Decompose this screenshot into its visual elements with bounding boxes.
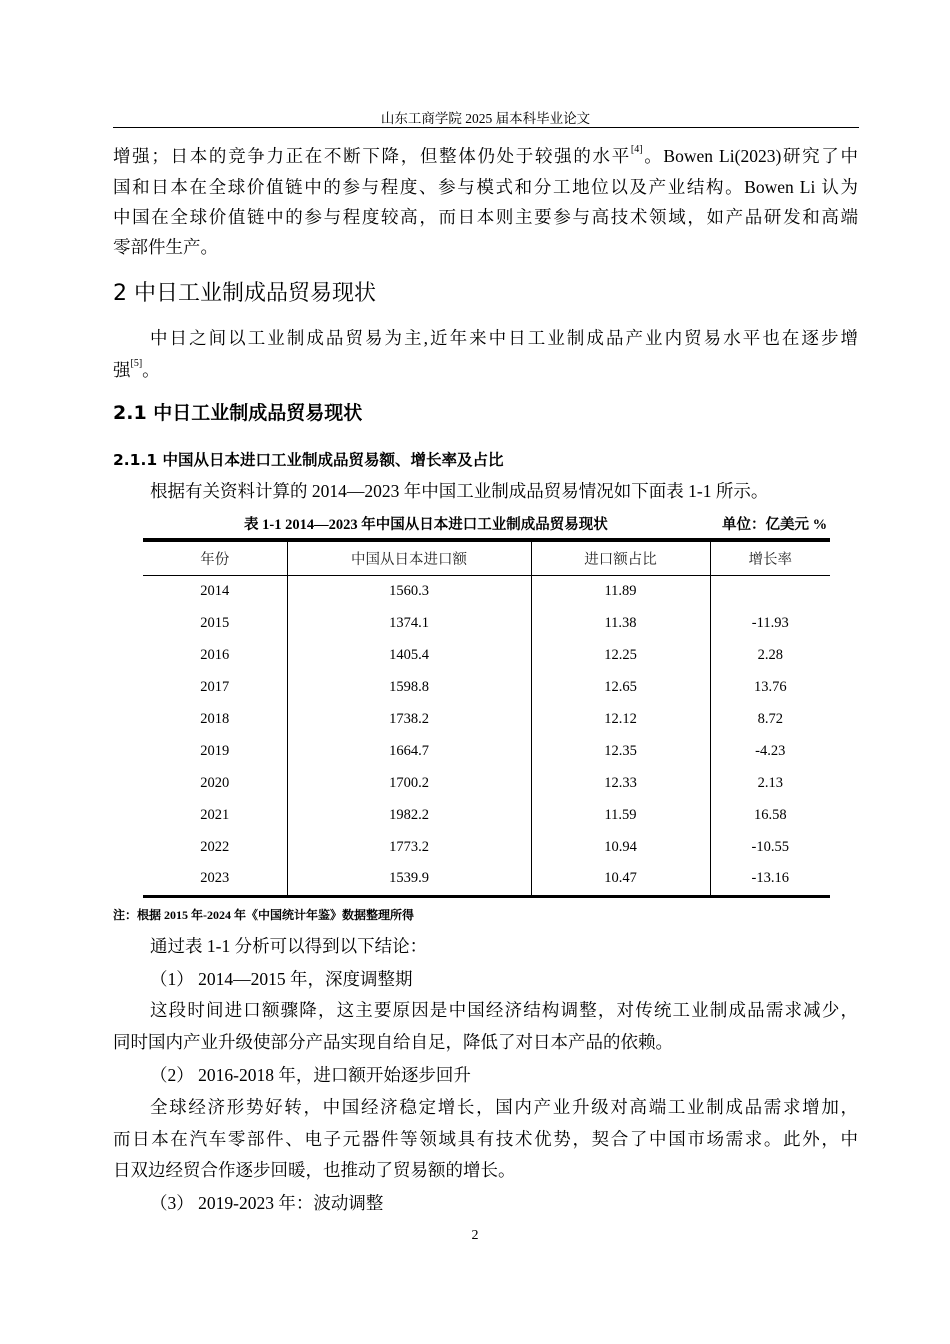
cell-year: 2017 xyxy=(200,679,230,696)
cell-share: 10.47 xyxy=(531,863,710,896)
cell-import-amount: 1405.4 xyxy=(287,640,531,672)
cell-share: 11.59 xyxy=(531,799,710,831)
cell-share: 12.25 xyxy=(531,640,710,672)
point-1-line-2: 同时国内产业升级使部分产品实现自给自足，降低了对日本产品的依赖。 xyxy=(113,1032,673,1052)
point-2-line-2: 而日本在汽车零部件、电子元器件等领域具有技术优势，契合了中国市场需求。此外，中 xyxy=(113,1129,858,1149)
analysis-intro: 通过表 1-1 分析可以得到以下结论： xyxy=(150,936,428,956)
cell-import-amount: 1700.2 xyxy=(287,767,531,799)
table-caption: 表 1-1 2014—2023 年中国从日本进口工业制成品贸易现状 xyxy=(244,517,608,533)
header-share: 进口额占比 xyxy=(531,540,710,576)
cell-year: 2015 xyxy=(200,615,230,632)
point-2-line-3: 日双边经贸合作逐步回暖，也推动了贸易额的增长。 xyxy=(113,1160,516,1180)
cell-year: 2014 xyxy=(200,583,230,600)
table-unit: 单位：亿美元 % xyxy=(722,517,828,533)
cell-share: 12.33 xyxy=(531,767,710,799)
cell-year: 2022 xyxy=(200,838,230,855)
cell-year: 2016 xyxy=(200,647,230,664)
intro-line-3: 中国在全球价值链中的参与程度较高，而日本则主要参与高技术领域，如产品研发和高端 xyxy=(113,207,858,227)
cell-growth: 8.72 xyxy=(710,704,830,736)
cell-import-amount: 1560.3 xyxy=(287,576,531,608)
text: 增强；日本的竞争力正在不断下降，但整体仍处于较强的水平 xyxy=(113,146,631,166)
table-row xyxy=(143,576,830,608)
cell-share: 10.94 xyxy=(531,831,710,863)
import-table xyxy=(143,538,830,898)
section-2-1-heading: 2.1 中日工业制成品贸易现状 xyxy=(113,402,363,424)
cell-import-amount: 1773.2 xyxy=(287,831,531,863)
page-number: 2 xyxy=(471,1228,479,1243)
citation: [4] xyxy=(630,144,643,155)
running-header: 山东工商学院 2025 届本科毕业论文 xyxy=(380,111,591,126)
cell-import-amount: 1539.9 xyxy=(287,863,531,896)
cell-share: 12.12 xyxy=(531,704,710,736)
cell-share: 12.65 xyxy=(531,672,710,704)
section-2-heading: 2 中日工业制成品贸易现状 xyxy=(113,281,376,306)
point-1-line-1: 这段时间进口额骤降，这主要原因是中国经济结构调整，对传统工业制成品需求减少， xyxy=(150,1000,858,1020)
header-import-amount: 中国从日本进口额 xyxy=(287,540,531,576)
cell-growth: -4.23 xyxy=(710,735,830,767)
point-1-title: （1） 2014—2015 年，深度调整期 xyxy=(150,969,413,989)
intro-line-2: 国和日本在全球价值链中的参与程度、参与模式和分工地位以及产业结构。Bowen Li 认为 xyxy=(113,177,858,197)
section-2-para-line-2 xyxy=(113,359,858,381)
section-2-para-line-1: 中日之间以工业制成品贸易为主,近年来中日工业制成品产业内贸易水平也在逐步增 xyxy=(150,328,858,348)
cell-growth xyxy=(710,576,830,608)
cell-year: 2021 xyxy=(200,806,230,823)
point-2-line-1: 全球经济形势好转，中国经济稳定增长，国内产业升级对高端工业制成品需求增加， xyxy=(150,1097,858,1117)
cell-year: 2019 xyxy=(200,742,230,759)
header-rule xyxy=(113,127,859,128)
header-growth: 增长率 xyxy=(710,540,830,576)
table-row xyxy=(143,640,830,672)
table-row xyxy=(143,672,830,704)
table-row xyxy=(143,831,830,863)
cell-growth: 13.76 xyxy=(710,672,830,704)
table-row xyxy=(143,799,830,831)
table-row xyxy=(143,608,830,640)
cell-import-amount: 1664.7 xyxy=(287,735,531,767)
text: 。Bowen Li(2023)研究了中 xyxy=(642,146,858,166)
cell-import-amount: 1982.2 xyxy=(287,799,531,831)
intro-line-4: 零部件生产。 xyxy=(113,237,218,257)
table-row xyxy=(143,704,830,736)
cell-year: 2020 xyxy=(200,774,230,791)
cell-growth: -13.16 xyxy=(710,863,830,896)
cell-share: 12.35 xyxy=(531,735,710,767)
cell-share: 11.89 xyxy=(531,576,710,608)
point-2-title: （2） 2016-2018 年，进口额开始逐步回升 xyxy=(150,1065,471,1085)
cell-year: 2018 xyxy=(200,711,230,727)
intro-line-1 xyxy=(113,145,858,167)
text: 。 xyxy=(142,360,160,380)
cell-year: 2023 xyxy=(200,870,230,887)
table-row xyxy=(143,767,830,799)
table-note: 注：根据 2015 年-2024 年《中国统计年鉴》数据整理所得 xyxy=(113,908,414,922)
cell-import-amount: 1598.8 xyxy=(287,672,531,704)
cell-import-amount: 1374.1 xyxy=(287,608,531,640)
point-3-title: （3） 2019-2023 年：波动调整 xyxy=(150,1193,384,1213)
cell-growth: -11.93 xyxy=(710,608,830,640)
cell-growth: 16.58 xyxy=(710,799,830,831)
citation: [5] xyxy=(130,358,143,369)
cell-import-amount: 1738.2 xyxy=(287,704,531,736)
cell-growth: -10.55 xyxy=(710,831,830,863)
text: 强 xyxy=(113,360,131,380)
table-row xyxy=(143,735,830,767)
section-2-1-1-heading: 2.1.1 中国从日本进口工业制成品贸易额、增长率及占比 xyxy=(113,451,504,469)
header-year: 年份 xyxy=(200,552,230,568)
table-row xyxy=(143,863,830,896)
cell-growth: 2.13 xyxy=(710,767,830,799)
table-header-row xyxy=(143,540,830,576)
section-2-1-1-intro: 根据有关资料计算的 2014—2023 年中国工业制成品贸易情况如下面表 1-1 所示。 xyxy=(150,481,769,501)
cell-share: 11.38 xyxy=(531,608,710,640)
cell-growth: 2.28 xyxy=(710,640,830,672)
